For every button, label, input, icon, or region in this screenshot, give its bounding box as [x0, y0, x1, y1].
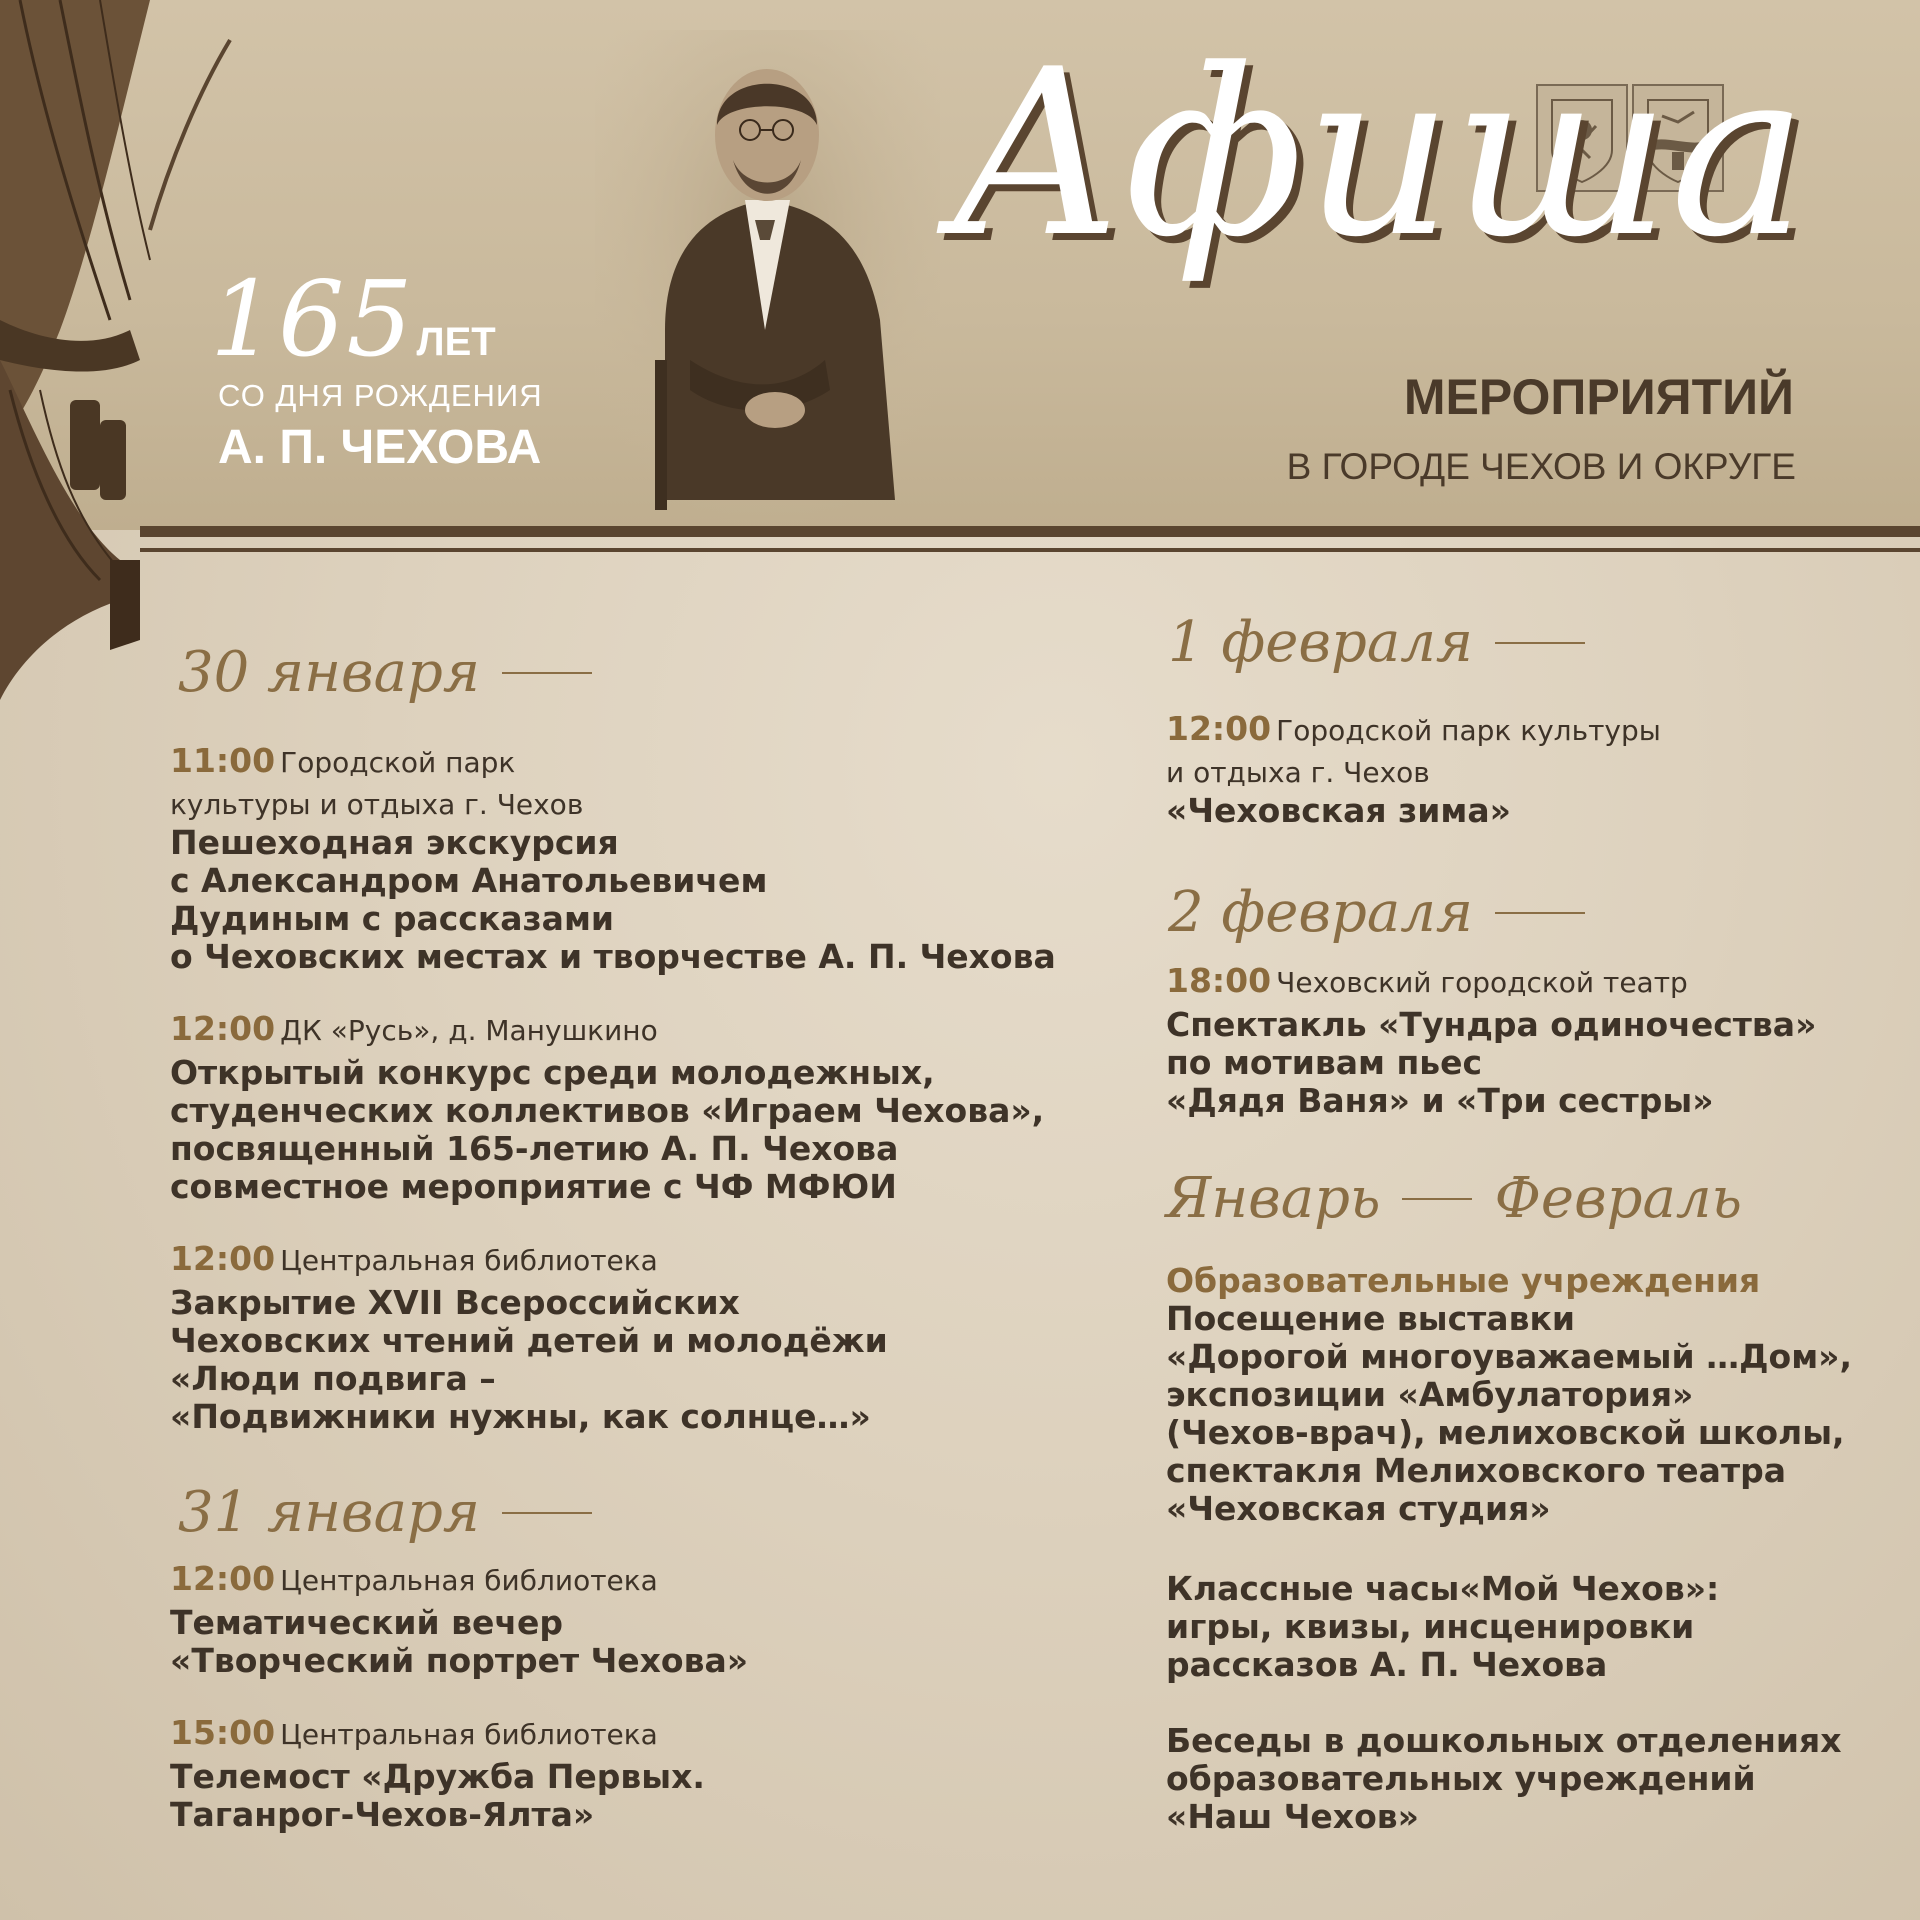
- event-period-block1: [1166, 1262, 1852, 1528]
- event-title-line: Закрытие XVII Всероссийских: [170, 1283, 740, 1322]
- event-title-line: Тематический вечер: [170, 1603, 564, 1642]
- event-time: 18:00: [1166, 961, 1272, 1000]
- poster-title-sub: В ГОРОДЕ ЧЕХОВ И ОКРУГЕ: [1286, 446, 1796, 487]
- event-jan30-1200-a: [170, 1010, 1044, 1206]
- event-title-line: Классные часы«Мой Чехов»:: [1166, 1569, 1720, 1608]
- date-heading-feb2: [1168, 880, 1585, 945]
- event-title-line: образовательных учреждений: [1166, 1759, 1756, 1798]
- anniversary-unit: ЛЕТ: [416, 320, 496, 364]
- event-period-block2: [1166, 1570, 1719, 1684]
- event-title-line: спектакля Мелиховского театра: [1166, 1451, 1786, 1490]
- period-from: Январь: [1166, 1166, 1381, 1231]
- date-divider: [1402, 1198, 1472, 1200]
- event-title-line: «Чеховская студия»: [1166, 1489, 1551, 1528]
- event-feb2-1800: [1166, 962, 1816, 1120]
- event-title-line: «Дядя Ваня» и «Три сестры»: [1166, 1081, 1714, 1120]
- event-title-line: «Творческий портрет Чехова»: [170, 1641, 749, 1680]
- poster-title-main: МЕРОПРИЯТИЙ: [1403, 369, 1794, 425]
- event-place: Городской парк: [280, 746, 516, 779]
- anniversary-heading: [210, 258, 496, 380]
- event-time: 12:00: [170, 1239, 276, 1278]
- event-jan30-1100: [170, 742, 1056, 976]
- anniversary-name: А. П. ЧЕХОВА: [218, 421, 542, 474]
- event-title-line: Беседы в дошкольных отделениях: [1166, 1721, 1842, 1760]
- date-divider: [1495, 642, 1585, 644]
- event-time: 12:00: [170, 1009, 276, 1048]
- event-title-line: «Дорогой многоуважаемый …Дом»,: [1166, 1337, 1853, 1376]
- event-title-line: «Наш Чехов»: [1166, 1797, 1419, 1836]
- date-heading-feb1: [1168, 610, 1585, 675]
- date-heading-period: [1166, 1166, 1742, 1231]
- event-title-line: студенческих коллективов «Играем Чехова»,: [170, 1091, 1045, 1130]
- date-text: 30 января: [178, 640, 480, 705]
- event-jan30-1200-b: [170, 1240, 888, 1436]
- event-place: Чеховский городской театр: [1276, 966, 1688, 999]
- event-place: Центральная библиотека: [280, 1244, 658, 1277]
- event-title-line: посвященный 165-летию А. П. Чехова: [170, 1129, 899, 1168]
- date-text: 1 февраля: [1168, 610, 1473, 675]
- event-title-line: «Подвижники нужны, как солнце…»: [170, 1397, 871, 1436]
- poster-title-script: Афиша: [950, 21, 1808, 288]
- date-divider: [502, 672, 592, 674]
- header-divider-thin: [140, 548, 1920, 552]
- event-title-line: Пешеходная экскурсия: [170, 823, 619, 862]
- date-text: 31 января: [178, 1480, 480, 1545]
- event-title-line: Спектакль «Тундра одиночества»: [1166, 1005, 1817, 1044]
- header-divider-thick: [140, 526, 1920, 537]
- event-place: Центральная библиотека: [280, 1564, 658, 1597]
- chekhov-portrait: [595, 30, 940, 530]
- date-divider: [1495, 912, 1585, 914]
- event-title-line: «Люди подвига –: [170, 1359, 496, 1398]
- event-title-line: Открытый конкурс среди молодежных,: [170, 1053, 935, 1092]
- organizer-label: Образовательные учреждения: [1166, 1261, 1761, 1300]
- event-title-line: о Чеховских местах и творчестве А. П. Чехова: [170, 937, 1056, 976]
- event-place-line2: и отдыха г. Чехов: [1166, 756, 1430, 789]
- event-feb1-1200: [1166, 710, 1661, 830]
- event-place: Городской парк культуры: [1276, 714, 1661, 747]
- event-place: ДК «Русь», д. Манушкино: [280, 1014, 658, 1047]
- event-time: 15:00: [170, 1713, 276, 1752]
- event-time: 12:00: [170, 1559, 276, 1598]
- event-title-line: Таганрог-Чехов-Ялта»: [170, 1795, 595, 1834]
- event-jan31-1500: [170, 1714, 705, 1834]
- date-heading-jan30: [178, 640, 592, 705]
- event-title-line: по мотивам пьес: [1166, 1043, 1483, 1082]
- period-to: Февраль: [1494, 1166, 1743, 1231]
- event-place-line2: культуры и отдыха г. Чехов: [170, 788, 584, 821]
- event-title-line: рассказов А. П. Чехова: [1166, 1645, 1608, 1684]
- event-title-line: Дудиным с рассказами: [170, 899, 615, 938]
- event-title-line: (Чехов-врач), мелиховской школы,: [1166, 1413, 1845, 1452]
- event-time: 12:00: [1166, 709, 1272, 748]
- anniversary-number: 165: [210, 258, 415, 380]
- event-time: 11:00: [170, 741, 276, 780]
- event-title-line: экспозиции «Амбулатория»: [1166, 1375, 1694, 1414]
- event-title-line: Посещение выставки: [1166, 1299, 1575, 1338]
- event-title-line: игры, квизы, инсценировки: [1166, 1607, 1695, 1646]
- event-title-line: Телемост «Дружба Первых.: [170, 1757, 705, 1796]
- event-place: Центральная библиотека: [280, 1718, 658, 1751]
- event-title-line: с Александром Анатольевичем: [170, 861, 768, 900]
- event-title-line: совместное мероприятие с ЧФ МФЮИ: [170, 1167, 897, 1206]
- event-jan31-1200: [170, 1560, 748, 1680]
- event-title-line: «Чеховская зима»: [1166, 791, 1511, 830]
- event-period-block3: [1166, 1722, 1842, 1836]
- date-heading-jan31: [178, 1480, 592, 1545]
- date-text: 2 февраля: [1168, 880, 1473, 945]
- event-title-line: Чеховских чтений детей и молодёжи: [170, 1321, 888, 1360]
- anniversary-subtitle: СО ДНЯ РОЖДЕНИЯ: [218, 378, 543, 413]
- date-divider: [502, 1512, 592, 1514]
